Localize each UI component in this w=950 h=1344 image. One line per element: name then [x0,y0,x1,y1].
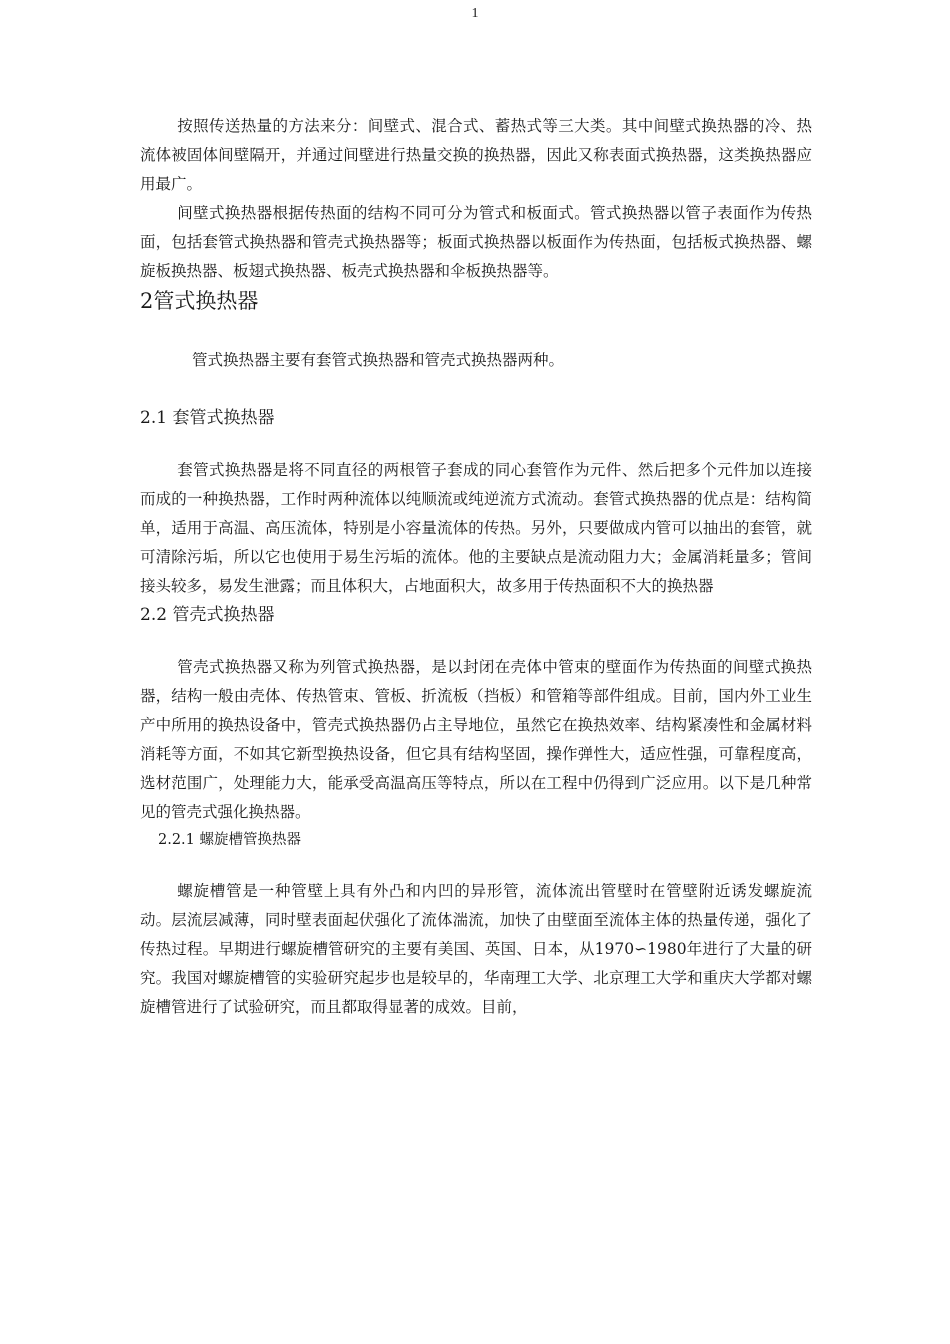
paragraph-double-pipe: 套管式换热器是将不同直径的两根管子套成的同心套管作为元件、然后把多个元件加以连接而成的一种换热器，工作时两种流体以纯顺流或纯逆流方式流动。套管式换热器的优点是：结构简单，适用于高温、高压流体，特别是小容量流体的传热。另外，只要做成内管可以抽出的套管，就可清除污垢，所以它也使用于易生污垢的流体。他的主要缺点是流动阻力大；金属消耗量多；管间接头较多，易发生泄露；而且体积大，占地面积大，故多用于传热面积不大的换热器 [140,461,812,595]
section-heading-double-pipe: 2.1 套管式换热器 [140,408,275,428]
page-number: 1 [471,6,479,21]
section-heading-tubular: 2管式换热器 [140,289,259,313]
paragraph-spiral-groove: 螺旋槽管是一种管壁上具有外凸和内凹的异形管，流体流出管壁时在管壁附近诱发螺旋流动。层流层减薄，同时壁表面起伏强化了流体湍流，加快了由壁面至流体主体的热量传递，强化了传热过程。早期进行螺旋槽管研究的主要有美国、英国、日本，从1970∽1980年进行了大量的研究。我国对螺旋槽管的实验研究起步也是较早的，华南理工大学、北京理工大学和重庆大学都对螺旋槽管进行了试验研究，而且都取得显著的成效。目前， [140,882,812,1016]
paragraph-heat-transfer-classification: 按照传送热量的方法来分：间壁式、混合式、蓄热式等三大类。其中间壁式换热器的冷、热流体被固体间壁隔开，并通过间壁进行热量交换的换热器，因此又称表面式换热器，这类换热器应用最广。 [140,117,812,193]
section-heading-spiral-groove: 2.2.1 螺旋槽管换热器 [158,832,302,848]
section-heading-shell-and-tube: 2.2 管壳式换热器 [140,605,275,625]
paragraph-wall-type-exchangers: 间壁式换热器根据传热面的结构不同可分为管式和板面式。管式换热器以管子表面作为传热面，包括套管式换热器和管壳式换热器等；板面式换热器以板面作为传热面，包括板式换热器、螺旋板换热器、板翅式换热器、板壳式换热器和伞板换热器等。 [140,204,812,280]
page-content [140,112,812,1022]
section-intro-tubular: 管式换热器主要有套管式换热器和管壳式换热器两种。 [192,351,565,369]
paragraph-shell-and-tube: 管壳式换热器又称为列管式换热器，是以封闭在壳体中管束的壁面作为传热面的间壁式换热器，结构一般由壳体、传热管束、管板、折流板（挡板）和管箱等部件组成。目前，国内外工业生产中所用的换热设备中，管壳式换热器仍占主导地位，虽然它在换热效率、结构紧凑性和金属材料消耗等方面，不如其它新型换热设备，但它具有结构坚固，操作弹性大，适应性强，可靠程度高，选材范围广，处理能力大，能承受高温高压等特点，所以在工程中仍得到广泛应用。以下是几种常见的管壳式强化换热器。 [140,658,812,821]
